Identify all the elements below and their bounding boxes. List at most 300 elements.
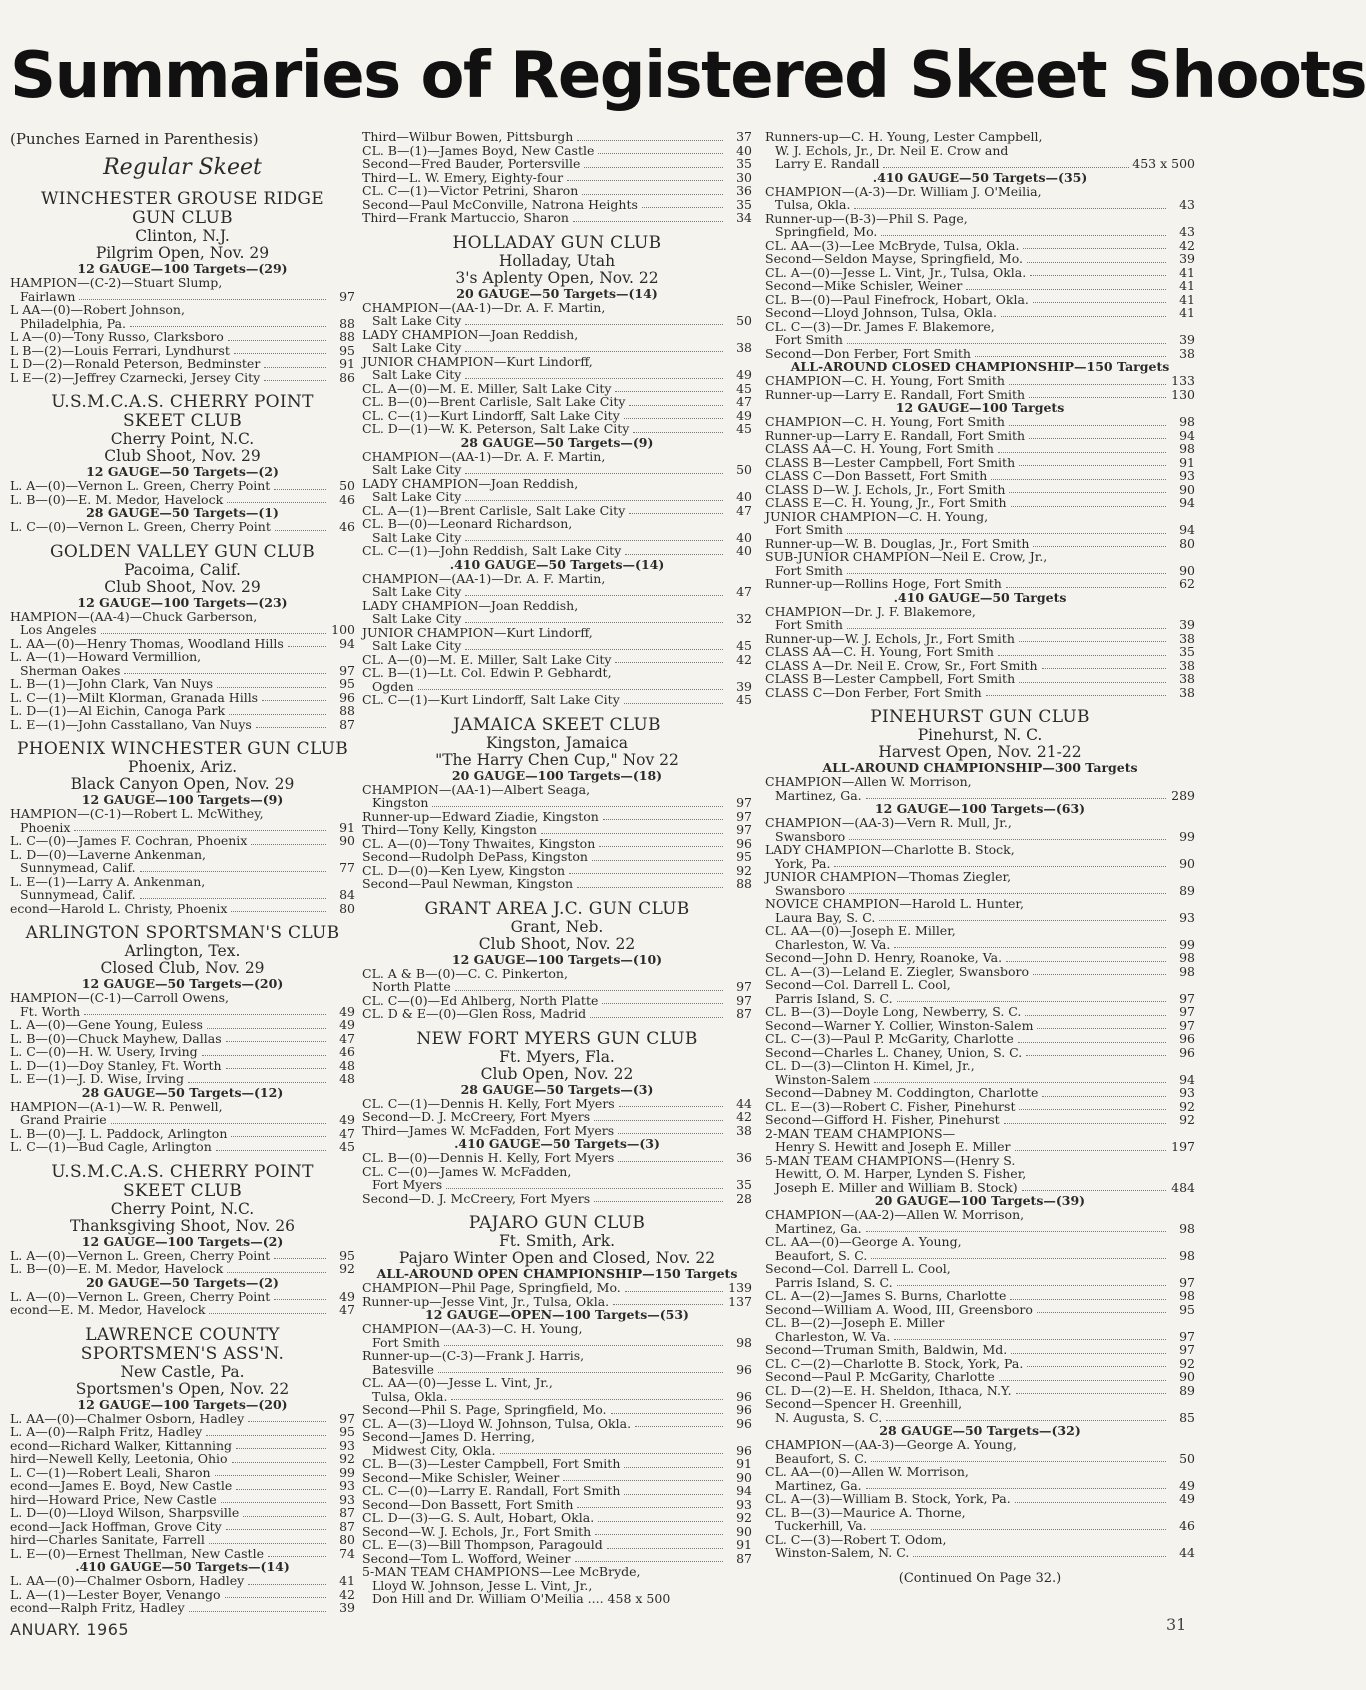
gauge-heading	[10, 977, 355, 991]
dot-leader	[602, 1003, 723, 1004]
result-line: HAMPION—(C-2)—Stuart Slump,	[10, 275, 223, 290]
result-row	[765, 686, 1195, 700]
result-row	[362, 1097, 752, 1111]
result-score: 80	[339, 900, 355, 916]
result-line: 2-MAN TEAM CHAMPIONS—	[765, 1125, 956, 1141]
result-text: Second—Paul McConville, Natrona Heights	[362, 196, 638, 212]
result-score: 49	[1179, 1477, 1195, 1493]
result-line: CL. C—(0)—James W. McFadden,	[362, 1163, 572, 1179]
result-text: Second—Phil S. Page, Springfield, Mo.	[362, 1402, 607, 1417]
result-line: CL. D—(3)—Clinton H. Kimel, Jr.,	[765, 1058, 975, 1073]
dot-leader	[438, 1372, 723, 1373]
result-score: 50	[736, 462, 752, 477]
result-score: 90	[736, 1523, 752, 1539]
result-row	[10, 821, 355, 835]
column-2	[362, 130, 752, 1606]
gauge-heading-line: 12 GAUGE—100 Targets—(23)	[77, 594, 288, 610]
result-score: 92	[1179, 1098, 1195, 1114]
dot-leader	[465, 595, 723, 596]
result-text: Second—Dabney M. Coddington, Charlotte	[765, 1085, 1039, 1100]
result-line: CL. AA—(0)—Jesse L. Vint, Jr.,	[362, 1375, 553, 1390]
event-title-line: Black Canyon Open, Nov. 29	[70, 775, 295, 793]
gauge-heading	[10, 1560, 355, 1574]
result-text: Tuckerhill, Va.	[775, 1518, 867, 1533]
club-location-line: Arlington, Tex.	[124, 942, 241, 960]
dot-leader	[226, 1529, 326, 1530]
dot-leader	[624, 703, 723, 704]
result-text: N. Augusta, S. C.	[775, 1409, 883, 1425]
dot-leader	[234, 353, 326, 354]
dot-leader	[849, 839, 1166, 840]
club-name-line: SKEET CLUB	[122, 1180, 243, 1201]
result-text: Charleston, W. Va.	[775, 936, 891, 952]
dot-leader	[866, 1488, 1166, 1489]
result-row	[765, 456, 1195, 470]
result-row	[362, 612, 752, 626]
result-text: CL. A—(3)—Lloyd W. Johnson, Tulsa, Okla.	[362, 1415, 632, 1431]
club-name-line: WINCHESTER GROUSE RIDGE	[40, 189, 325, 209]
dot-leader	[594, 1201, 723, 1202]
dot-leader	[618, 1161, 723, 1162]
result-score: 80	[1179, 535, 1195, 551]
result-score: 97	[1179, 1017, 1195, 1033]
result-row	[10, 704, 355, 718]
dot-leader	[1027, 1366, 1166, 1367]
gauge-heading-line: ALL-AROUND OPEN CHAMPIONSHIP—	[376, 1266, 655, 1281]
result-row	[362, 653, 752, 667]
dot-leader	[140, 898, 326, 899]
result-text: L. E—(0)—Ernest Thellman, New Castle	[10, 1545, 264, 1561]
gauge-heading-line: 28 GAUGE—50 Targets—(3)	[460, 1081, 654, 1097]
result-line: JUNIOR CHAMPION—Thomas Ziegler,	[765, 869, 1012, 884]
gauge-heading	[362, 769, 752, 783]
result-text: Third—Tony Kelly, Kingston	[362, 822, 537, 837]
result-score: 96	[736, 1415, 752, 1431]
result-text: CL. A—(0)—Jesse L. Vint, Jr., Tulsa, Okla.	[765, 264, 1027, 280]
result-text: Salt Lake City	[372, 529, 462, 545]
event-title-line: Club Shoot, Nov. 29	[104, 447, 261, 465]
gauge-heading	[10, 262, 355, 276]
result-row	[10, 902, 355, 916]
result-score: 45	[736, 421, 752, 436]
dot-leader	[202, 1055, 326, 1056]
dot-leader	[624, 1467, 723, 1468]
result-text: Beaufort, S. C.	[775, 1450, 868, 1466]
result-row	[765, 198, 1195, 212]
result-score: 91	[736, 1537, 752, 1552]
result-row	[10, 357, 355, 371]
result-text: Ogden	[372, 678, 414, 694]
result-row	[362, 994, 752, 1008]
result-score: 47	[736, 394, 752, 409]
dot-leader	[999, 1380, 1166, 1381]
result-text: Fairlawn	[20, 288, 76, 304]
result-text: Los Angeles	[20, 622, 97, 637]
result-text: CL. A—(3)—William B. Stock, York, Pa.	[765, 1491, 1011, 1506]
dot-leader	[227, 502, 326, 503]
result-row	[765, 1222, 1195, 1236]
result-score: 85	[1179, 1409, 1195, 1425]
dot-leader	[1004, 1123, 1166, 1124]
result-row	[765, 659, 1195, 673]
dot-leader	[1033, 302, 1166, 303]
result-score: 50	[736, 313, 752, 328]
gauge-heading-line: 20 GAUGE—50 Targets—(2)	[86, 1274, 279, 1290]
club-name-line: SKEET CLUB	[122, 411, 243, 431]
result-score: 84	[339, 887, 355, 902]
result-text: CL. A—(2)—James S. Burns, Charlotte	[765, 1288, 1007, 1303]
dot-leader	[625, 1291, 723, 1292]
result-line: CHAMPION—(AA-1)—Dr. A. F. Martin,	[362, 299, 606, 315]
dot-leader	[871, 1529, 1166, 1530]
result-text: CHAMPION—C. H. Young, Fort Smith	[765, 373, 1005, 388]
result-row	[765, 618, 1195, 632]
dot-leader	[1037, 1312, 1166, 1313]
dot-leader	[834, 866, 1166, 867]
result-score: 96	[736, 835, 752, 851]
result-text: Swansboro	[775, 882, 846, 898]
result-line: CL. A & B—(0)—C. C. Pinkerton,	[362, 965, 568, 981]
result-score: 41	[1179, 278, 1195, 293]
result-score: 97	[339, 662, 355, 678]
result-score: 35	[1179, 644, 1195, 659]
result-text: hird—Newell Kelly, Leetonia, Ohio	[10, 1451, 228, 1466]
result-score: 40	[736, 142, 752, 158]
dot-leader	[577, 140, 723, 141]
club-name	[10, 543, 355, 562]
result-line: CL. C—(3)—Dr. James F. Blakemore,	[765, 318, 995, 334]
result-score: 95	[736, 849, 752, 864]
dot-leader	[894, 947, 1166, 948]
result-score: 137	[728, 1293, 752, 1309]
club-name-line: NEW FORT MYERS GUN CLUB	[416, 1028, 698, 1049]
dot-leader	[446, 1188, 723, 1189]
result-text: CL. C—(1)—Kurt Lindorff, Salt Lake City	[362, 407, 620, 423]
result-row	[765, 1479, 1195, 1493]
gauge-heading	[10, 465, 355, 479]
dot-leader	[236, 1489, 326, 1490]
dot-leader	[633, 432, 723, 433]
result-row	[10, 1045, 355, 1059]
dot-leader	[221, 1502, 326, 1503]
dot-leader	[1037, 1028, 1166, 1029]
result-row	[10, 1249, 355, 1263]
result-row	[10, 1533, 355, 1547]
result-score: 47	[736, 584, 752, 599]
dot-leader	[607, 1548, 723, 1549]
dot-leader	[1022, 1190, 1166, 1191]
result-text: L. B—(0)—E. M. Medor, Havelock	[10, 491, 224, 507]
gauge-heading-line: ALL-AROUND CHAMPIONSHIP—300 Targets	[822, 760, 1138, 775]
result-text: Philadelphia, Pa.	[20, 315, 127, 331]
result-score: 94	[1179, 522, 1195, 537]
result-row	[765, 911, 1195, 925]
gauge-heading	[765, 591, 1195, 605]
gauge-heading	[765, 360, 1195, 374]
result-text: Salt Lake City	[372, 638, 462, 653]
result-text: Second—John D. Henry, Roanoke, Va.	[765, 950, 1003, 965]
dot-leader	[1019, 465, 1166, 466]
event-title	[362, 1066, 752, 1083]
result-score: 46	[339, 1044, 355, 1059]
result-row	[765, 1005, 1195, 1019]
result-row	[10, 1303, 355, 1317]
dot-leader	[264, 367, 326, 368]
result-row	[10, 1601, 355, 1615]
result-row	[362, 1444, 752, 1458]
result-row	[10, 1506, 355, 1520]
event-title-line: Sportsmen's Open, Nov. 22	[75, 1379, 290, 1398]
result-row	[765, 225, 1195, 239]
result-score: 42	[1179, 237, 1195, 253]
result-line: 5-MAN TEAM CHAMPIONS—(Henry S.	[765, 1152, 1016, 1168]
result-score: 50	[339, 478, 355, 493]
result-line: CHAMPION—Allen W. Morrison,	[765, 774, 972, 789]
result-score: 91	[339, 819, 355, 835]
result-row	[765, 1249, 1195, 1263]
event-title-line: "The Harry Chen Cup," Nov 22	[435, 750, 679, 769]
result-text: Larry E. Randall	[775, 156, 880, 171]
gauge-heading	[362, 558, 752, 572]
club-name-line: PAJARO GUN CLUB	[468, 1213, 646, 1233]
result-row	[362, 1484, 752, 1498]
result-score: 95	[339, 676, 355, 691]
event-title-line: Harvest Open, Nov. 21-22	[878, 743, 1082, 761]
result-score: 97	[736, 979, 752, 994]
result-row	[362, 1336, 752, 1350]
dot-leader	[1016, 1393, 1166, 1394]
result-text: L. AA—(0)—Chalmer Osborn, Hadley	[10, 1410, 245, 1426]
result-score: 91	[339, 356, 355, 371]
result-text: econd—Harold L. Christy, Phoenix	[10, 900, 228, 916]
result-row	[10, 1127, 355, 1141]
result-row	[765, 1303, 1195, 1317]
result-text: CLASS B—Lester Campbell, Fort Smith	[765, 454, 1016, 470]
event-title	[10, 1381, 355, 1398]
result-text: Tulsa, Okla.	[775, 197, 851, 212]
event-title	[10, 1218, 355, 1235]
result-score: 36	[736, 1150, 752, 1165]
result-score: 98	[1179, 950, 1195, 965]
result-score: 45	[339, 1139, 355, 1154]
result-row	[765, 1046, 1195, 1060]
result-score: 96	[1179, 1031, 1195, 1046]
result-score: 97	[1179, 1004, 1195, 1019]
result-row	[362, 837, 752, 851]
result-text: Fort Myers	[372, 1177, 443, 1192]
gauge-heading	[765, 761, 1195, 775]
result-score: 62	[1179, 576, 1195, 591]
dot-leader	[590, 1017, 723, 1018]
result-row	[362, 1498, 752, 1512]
club-location	[10, 562, 355, 579]
gauge-heading-line: 28 GAUGE—50 Targets—(9)	[460, 434, 654, 450]
dot-leader	[418, 689, 723, 690]
result-text: CL. D—(0)—Ken Lyew, Kingston	[362, 862, 566, 878]
dot-leader	[849, 893, 1166, 894]
result-text: Fort Smith	[775, 522, 843, 537]
result-text: CLASS C—Don Ferber, Fort Smith	[765, 684, 982, 700]
result-row	[10, 888, 355, 902]
result-row	[10, 637, 355, 651]
result-score: 44	[1179, 1545, 1195, 1560]
result-line: Runners-up—C. H. Young, Lester Campbell,	[765, 129, 1043, 144]
dot-leader	[1009, 425, 1166, 426]
result-score: 89	[1179, 882, 1195, 898]
dot-leader	[225, 1597, 326, 1598]
result-line: HAMPION—(C-1)—Robert L. McWithey,	[10, 806, 264, 821]
result-row	[10, 1290, 355, 1304]
gauge-heading-line: .410 GAUGE—50 Targets	[893, 589, 1067, 605]
result-score: 34	[736, 210, 752, 225]
club-location	[765, 727, 1195, 744]
result-score: 49	[339, 1112, 355, 1127]
gauge-heading	[765, 802, 1195, 816]
result-text: Sherman Oakes	[20, 662, 121, 678]
result-row	[362, 810, 752, 824]
gauge-heading	[10, 1235, 355, 1249]
result-row	[10, 1479, 355, 1493]
event-title	[362, 752, 752, 769]
result-text: L. A—(0)—Ralph Fritz, Hadley	[10, 1424, 203, 1439]
result-line: CL. AA—(0)—Joseph E. Miller,	[765, 923, 956, 938]
dot-leader	[124, 673, 326, 674]
result-score: 47	[339, 1125, 355, 1141]
club-location-line: Grant, Neb.	[510, 917, 604, 936]
result-text: Tulsa, Okla.	[372, 1388, 448, 1404]
result-score: 93	[1179, 1085, 1195, 1100]
result-line: Don Hill and Dr. William O'Meilia .... 458 x 500	[372, 1591, 671, 1606]
result-row	[362, 1403, 752, 1417]
result-score: 47	[339, 1030, 355, 1046]
dot-leader	[226, 1068, 326, 1069]
result-score: 197	[1171, 1139, 1195, 1154]
result-row	[765, 252, 1195, 266]
result-score: 38	[1179, 630, 1195, 646]
result-score: 35	[736, 196, 752, 212]
result-row	[10, 344, 355, 358]
result-score: 133	[1171, 373, 1195, 388]
dot-leader	[1006, 961, 1166, 962]
club-location-line: Clinton, N.J.	[135, 227, 230, 245]
result-row	[765, 1343, 1195, 1357]
result-line: Hewitt, O. M. Harper, Lynden S. Fisher,	[775, 1166, 1027, 1181]
result-row	[765, 884, 1195, 898]
dot-leader	[599, 846, 723, 847]
result-score: 96	[736, 1402, 752, 1417]
club-location	[362, 735, 752, 752]
result-row	[765, 992, 1195, 1006]
dot-leader	[569, 873, 723, 874]
result-score: 42	[736, 1109, 752, 1124]
result-text: Salt Lake City	[372, 340, 462, 355]
dot-leader	[188, 1082, 326, 1083]
result-row	[362, 144, 752, 158]
result-score: 93	[339, 1437, 355, 1453]
result-score: 40	[736, 529, 752, 545]
dot-leader	[563, 1480, 723, 1481]
result-score: 49	[736, 367, 752, 382]
gauge-heading	[362, 1083, 752, 1097]
result-line: NOVICE CHAMPION—Harold L. Hunter,	[765, 896, 1024, 911]
result-row	[362, 422, 752, 436]
club-name-line: LAWRENCE COUNTY	[85, 1324, 280, 1345]
result-text: L. C—(1)—Bud Cagle, Arlington	[10, 1139, 212, 1154]
result-row	[362, 504, 752, 518]
result-text: Third—L. W. Emery, Eighty-four	[362, 169, 564, 185]
result-text: Second—Don Bassett, Fort Smith	[362, 1496, 574, 1512]
dot-leader	[274, 1299, 326, 1300]
dot-leader	[226, 1041, 326, 1042]
result-row	[10, 1412, 355, 1426]
club-name	[362, 900, 752, 919]
result-row	[765, 469, 1195, 483]
gauge-heading-line: 12 GAUGE—100 Targets—(2)	[81, 1233, 284, 1249]
result-text: L. B—(0)—Chuck Mayhew, Dallas	[10, 1030, 222, 1046]
result-score: 38	[1179, 684, 1195, 700]
result-score: 93	[1179, 909, 1195, 925]
result-text: L. A—(0)—Vernon L. Green, Cherry Point	[10, 1288, 271, 1304]
result-row	[362, 184, 752, 198]
result-row	[10, 371, 355, 385]
result-row	[765, 388, 1195, 402]
gauge-heading	[10, 1276, 355, 1290]
result-score: 88	[736, 876, 752, 891]
result-text: CL. A—(3)—Leland E. Ziegler, Swansboro	[765, 963, 1030, 979]
result-score: 88	[339, 703, 355, 718]
result-row	[765, 496, 1195, 510]
result-score: 40	[736, 543, 752, 558]
result-row	[10, 520, 355, 534]
event-title	[362, 936, 752, 953]
result-score: 92	[339, 1261, 355, 1276]
result-score: 47	[736, 502, 752, 518]
result-score: 42	[339, 1586, 355, 1602]
result-score: 41	[1179, 291, 1195, 307]
result-text: Fort Smith	[775, 617, 843, 632]
gauge-heading-line: 12 GAUGE—50 Targets—(20)	[81, 976, 284, 991]
result-text: L. B—(1)—John Clark, Van Nuys	[10, 676, 214, 691]
result-row	[765, 938, 1195, 952]
gauge-heading	[362, 287, 752, 301]
result-score: 453 x 500	[1132, 156, 1195, 171]
club-name	[10, 740, 355, 759]
dot-leader	[465, 649, 723, 650]
result-row	[362, 382, 752, 396]
gauge-heading-line: 12 GAUGE—100 Targets—(20)	[77, 1396, 288, 1412]
result-score: 93	[1179, 468, 1195, 483]
result-line: LADY CHAMPION—Joan Reddish,	[362, 475, 579, 491]
result-score: 89	[1179, 1382, 1195, 1398]
gauge-heading-line: 12 GAUGE—100 Targets—(9)	[81, 792, 284, 807]
dot-leader	[288, 646, 326, 647]
result-text: Winston-Salem	[775, 1071, 871, 1087]
result-score: 97	[736, 808, 752, 824]
dot-leader	[251, 844, 326, 845]
dot-leader	[248, 1584, 326, 1585]
result-text: CL. D & E—(0)—Glen Ross, Madrid	[362, 1006, 587, 1021]
result-text: Phoenix	[20, 819, 71, 835]
result-row	[765, 1181, 1195, 1195]
result-text: Charleston, W. Va.	[775, 1328, 891, 1344]
result-text: econd—Ralph Fritz, Hadley	[10, 1600, 185, 1615]
gauge-heading-line: 20 GAUGE—50 Targets—(14)	[456, 285, 658, 301]
result-text: Second—Paul Newman, Kingston	[362, 876, 574, 891]
event-title	[10, 245, 355, 262]
result-line: CHAMPION—(AA-1)—Dr. A. F. Martin,	[362, 570, 606, 586]
dot-leader	[1033, 974, 1166, 975]
result-text: CLASS E—C. H. Young, Jr., Fort Smith	[765, 495, 1007, 510]
